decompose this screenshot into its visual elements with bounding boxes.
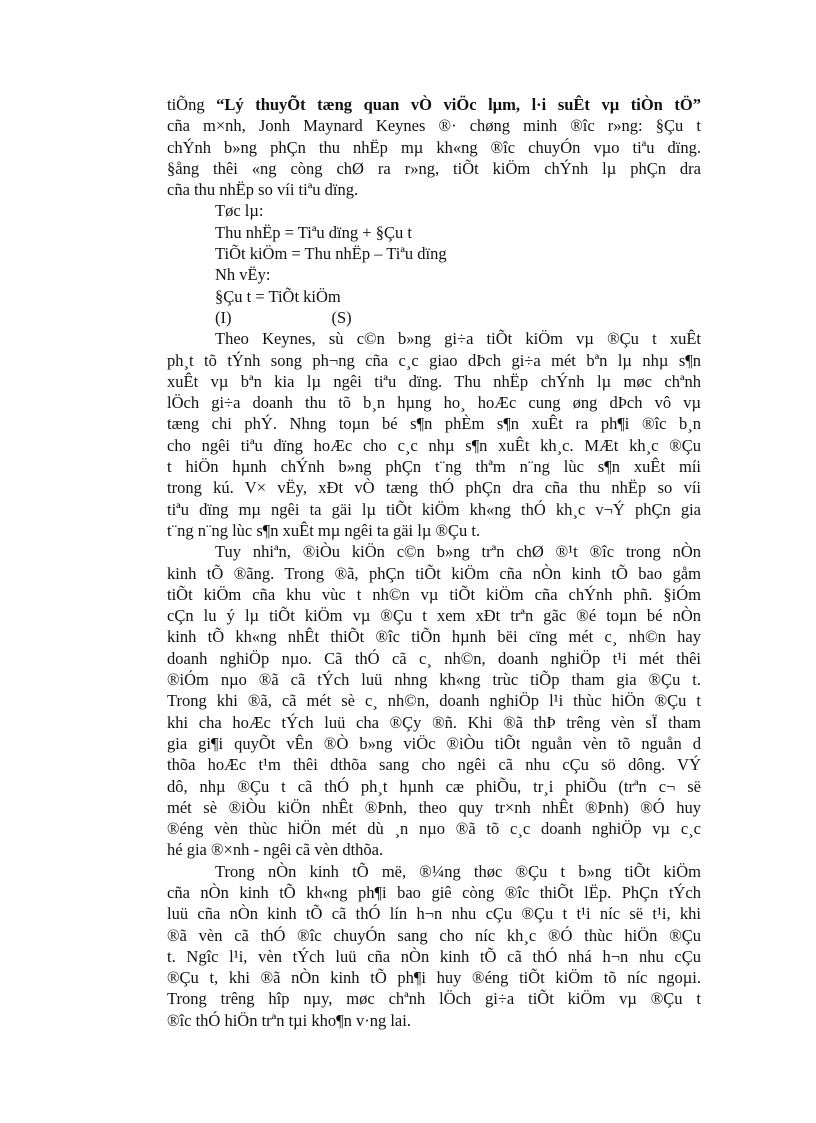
text-line: Tuy nhiªn, ®iÒu kiÖn c©n b»ng trªn chØ ®¹t ®îc trong nÒn [215, 542, 701, 562]
formula-line: §Çu t = TiÕt kiÖm [215, 286, 341, 306]
formula-line: TiÕt kiÖm = Thu nhËp – Tiªu dïng [215, 244, 447, 264]
text-line: t¨ng n¨ng lùc s¶n xuÊt mµ ngêi ta gäi lµ ®Çu t. [167, 520, 481, 540]
formula-line: Thu nhËp = Tiªu dïng + §Çu t [215, 222, 412, 242]
text-line: kinh tÕ ®ãng. Trong ®ã, phÇn tiÕt kiÖm cña nÒn kinh tÕ bao gåm [167, 563, 701, 583]
text-line: tiÕt kiÖm cña khu vùc t nh©n vµ tiÕt kiÖm cña chÝnh phñ. §iÓm [167, 584, 701, 604]
text-line: ®Çu t, khi ®ã nÒn kinh tÕ ph¶i huy ®éng tiÕt kiÖm tõ níc ngoµi. [167, 968, 701, 988]
text-line: ph¸t tõ tÝnh song ph¬ng cña c¸c giao dÞch gi÷a mét bªn lµ nhµ s¶n [167, 350, 701, 370]
document-page [167, 94, 701, 1031]
text-line: cña thu nhËp so víi tiªu dïng. [167, 180, 359, 200]
text-line: ®iÓm nµo ®ã cã tÝch luü nhng kh«ng trùc tiÕp tham gia ®Çu t. [167, 670, 701, 690]
text-line: luü cña nÒn kinh tÕ cã thÓ lín h¬n nhu cÇu ®Çu t t¹i níc së t¹i, khi [167, 904, 701, 924]
text-line: Trong trêng hîp nµy, møc chªnh lÖch gi÷a tiÕt kiÖm vµ ®Çu t [167, 989, 701, 1009]
text-line: hé gia ®×nh - ngêi cã vèn dthõa. [167, 840, 384, 860]
text-line: thõa hoÆc t¹m thêi dthõa sang cho ngêi cã nhu cÇu sö dông. VÝ [167, 755, 701, 775]
text-line: mét sè ®iÒu kiÖn nhÊt ®Þnh, theo quy tr×nh nhÊt ®Þnh) ®Ó huy [167, 797, 701, 817]
text-line: cÇn lu ý lµ tiÕt kiÖm vµ ®Çu t xem xÐt trªn gãc ®é toµn bé nÒn [167, 606, 701, 626]
text-line: ®îc thÓ hiÖn trªn tµi kho¶n v·ng lai. [167, 1010, 411, 1030]
text-line: §ång thêi «ng còng chØ ra r»ng, tiÕt kiÖm chÝnh lµ phÇn dra [167, 158, 701, 178]
text-line: xuÊt vµ bªn kia lµ ngêi tiªu dïng. Thu nhËp chÝnh lµ møc chªnh [167, 371, 701, 391]
formula-labels [167, 307, 701, 328]
text-line: gia gi¶i quyÕt vÊn ®Ò b»ng viÖc ®iÒu tiÕt nguån vèn tõ nguån d [167, 733, 701, 753]
text-line: cña nÒn kinh tÕ kh«ng ph¶i bao giê còng ®îc thiÕt lËp. PhÇn tÝch [167, 882, 701, 902]
text-line: chÝnh b»ng phÇn thu nhËp mµ kh«ng ®îc chuyÓn vµo tiªu dïng. [167, 137, 701, 157]
text-line: tiªu dïng mµ ngêi ta gäi lµ tiÕt kiÖm kh«ng thÓ kh¸c v¬Ý phÇn gia [167, 499, 701, 519]
text-line: Trong khi ®ã, cã mét sè c¸ nh©n, doanh nghiÖp l¹i thùc hiÖn ®Çu t [167, 691, 701, 711]
formula-heading: Tøc lµ: [215, 201, 264, 221]
formula-line: Nh vËy: [215, 265, 271, 285]
text-line: ®ã vèn cã thÓ ®îc chuyÓn sang cho níc kh¸c ®Ó thùc hiÖn ®Çu [167, 925, 701, 945]
text-line: dô, nhµ ®Çu t cã thÓ ph¸t hµnh cæ phiÕu, tr¸i phiÕu (trªn c¬ së [167, 776, 701, 796]
text-line: tæng chi phÝ. Nhng toµn bé s¶n phÈm s¶n xuÊt ra ph¶i ®îc b¸n [167, 414, 701, 434]
text-line: t. Ngîc l¹i, vèn tÝch luü cña nÒn kinh tÕ cã thÓ nhá h¬n nhu cÇu [167, 946, 701, 966]
text-line: trong kú. V× vËy, xÐt vÒ tæng thÓ phÇn dra cña thu nhËp so víi [167, 478, 701, 498]
text-line: cho ngêi tiªu dïng hoÆc cho c¸c nhµ s¶n xuÊt kh¸c. MÆt kh¸c ®Çu [167, 435, 701, 455]
text-segment: tiÕng [167, 95, 217, 114]
text-line: lÖch gi÷a doanh thu tõ b¸n hµng ho¸ hoÆc cung øng dÞch vô vµ [167, 393, 701, 413]
text-line: ®éng vèn thùc hiÖn mét dù ¸n nµo ®ã tõ c¸c doanh nghiÖp vµ c¸c [167, 819, 701, 839]
text-line: Trong nÒn kinh tÕ më, ®¼ng thøc ®Çu t b»ng tiÕt kiÖm [215, 861, 701, 881]
text-line: t hiÖn hµnh chÝnh b»ng phÇn t¨ng thªm n¨ng lùc s¶n xuÊt míi [167, 457, 701, 477]
label-saving: (S) [331, 307, 352, 327]
label-investment: (I) [215, 307, 232, 327]
text-line: khi cha hoÆc tÝch luü cha ®Çy ®ñ. Khi ®ã thÞ trêng vèn sÏ tham [167, 712, 701, 732]
text-line: doanh nghiÖp nµo. Cã thÓ cã c¸ nh©n, doanh nghiÖp t¹i mét thêi [167, 648, 701, 668]
text-line: kinh tÕ kh«ng nhÊt thiÕt ®îc tiÕn hµnh bëi cïng mét c¸ nh©n hay [167, 627, 701, 647]
text-line: Theo Keynes, sù c©n b»ng gi÷a tiÕt kiÖm vµ ®Çu t xuÊt [215, 329, 701, 349]
book-title: “Lý thuyÕt tæng quan vÒ viÖc lµm, l·i suÊt vµ tiÒn tÖ” [216, 95, 701, 114]
text-line: cña m×nh, Jonh Maynard Keynes ®· chøng minh ®îc r»ng: §Çu t [167, 116, 701, 136]
text-line [167, 94, 701, 115]
